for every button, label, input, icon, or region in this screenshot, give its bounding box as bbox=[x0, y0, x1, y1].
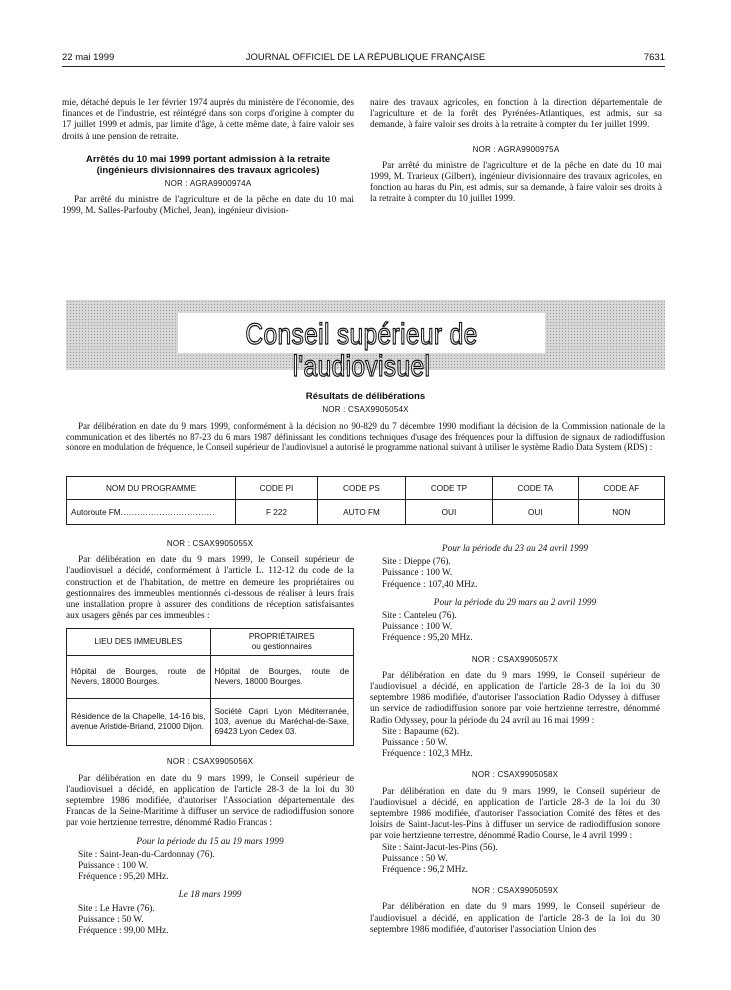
table-header-cell: CODE PI bbox=[236, 477, 318, 500]
table-header-cell: CODE TA bbox=[492, 477, 578, 500]
top-left-column bbox=[62, 98, 354, 217]
table-cell: Société Capri Lyon Méditerranée, 103, avenue du Maréchal-de-Saxe, 69423 Lyon Cedex 03. bbox=[210, 699, 354, 746]
section-banner bbox=[66, 300, 665, 383]
period-heading: Le 18 mars 1999 bbox=[178, 890, 242, 901]
buildings-table bbox=[66, 628, 354, 746]
nor-reference: NOR : CSAX9905054X bbox=[322, 405, 409, 414]
nor-reference: NOR : AGRA9900975A bbox=[472, 144, 560, 154]
paragraph: mie, détaché depuis le 1er février 1974 auprès du ministère de l'économie, des finances et de l'industrie, est réintégré dans son corps d'origine à compter du 17 juillet 1999 et admis, par limite d'âge, à cette même date, à faire valoir ses droits à une pension de retraite. bbox=[62, 98, 354, 142]
paragraph: Par délibération en date du 9 mars 1999, conformément à la décision no 90-829 du 7 décembre 1990 modifiant la décision de la Commission nationale de la communication et des libertés no 87-23 du 6 mars 1987 définissant les conditions techniques d'usage des fréquences pour la diffusion de signaux de radiodiffusion sonore en modulation de fréquence, le Conseil supérieur de l'audiovisuel a autorisé le programme national suivant à utiliser le système Radio Data System (RDS) : bbox=[66, 421, 665, 453]
page-date: 22 mai 1999 bbox=[62, 52, 115, 63]
bottom-right-column bbox=[370, 538, 660, 936]
bottom-left-column bbox=[66, 538, 354, 937]
table-header-cell: CODE AF bbox=[578, 477, 664, 500]
table-header-cell: CODE PS bbox=[317, 477, 405, 500]
paragraph: Par délibération en date du 9 mars 1999, le Conseil supérieur de l'audiovisuel a décidé, en application de l'article 28-3 de la loi du 30 septembre 1986 modifiée, d'autoriser l'association Union des bbox=[370, 902, 660, 935]
site-block: Site : Saint-Jacut-les-Pins (56). Puissance : 50 W. Fréquence : 96,2 MHz. bbox=[382, 842, 498, 876]
table-cell: Autoroute FM.................................. bbox=[67, 500, 236, 525]
table-header-cell: LIEU DES IMMEUBLES bbox=[67, 629, 211, 656]
table-cell: NON bbox=[578, 500, 664, 525]
table-cell: F 222 bbox=[236, 500, 318, 525]
page-number: 7631 bbox=[643, 52, 665, 63]
table-cell: Hôpital de Bourges, route de Nevers, 18000 Bourges. bbox=[210, 656, 354, 699]
paragraph: Par délibération en date du 9 mars 1999, le Conseil supérieur de l'audiovisuel a décidé, conformément à l'article L. 112-12 du code de la construction et de l'habitation, de mettre en demeure les propriétaires ou gestionnaires des immeubles mentionnés ci-dessous de réaliser à leurs frais une installation propre à assurer des conditions de réception satisfaisantes aux usagers gênés par ces immeubles : bbox=[66, 555, 354, 622]
paragraph: Par délibération en date du 9 mars 1999, le Conseil supérieur de l'audiovisuel a décidé, en application de l'article 28-3 de la loi du 30 septembre 1986 modifiée, d'autoriser l'Association départementale des Francas de la Seine-Maritime à diffuser un service de radiodiffusion sonore par voie hertzienne terrestre, dénommé Radio Francas : bbox=[66, 773, 354, 829]
table-header-cell: PROPRIÉTAIRES ou gestionnaires bbox=[210, 629, 354, 656]
nor-reference: NOR : CSAX9905055X bbox=[166, 539, 254, 548]
table-header-row bbox=[67, 629, 354, 656]
header-rule bbox=[62, 66, 665, 67]
table-row bbox=[67, 656, 354, 699]
table-header-cell: CODE TP bbox=[406, 477, 493, 500]
journal-title: JOURNAL OFFICIEL DE LA RÉPUBLIQUE FRANÇAISE bbox=[245, 52, 486, 63]
period-heading: Pour la période du 29 mars au 2 avril 1999 bbox=[433, 597, 597, 608]
table-row bbox=[67, 500, 665, 525]
results-section bbox=[66, 391, 665, 453]
site-block: Site : Bapaume (62). Puissance : 50 W. Fréquence : 102,3 MHz. bbox=[382, 726, 473, 760]
site-block: Site : Canteleu (76). Puissance : 100 W. Fréquence : 95,20 MHz. bbox=[382, 611, 473, 644]
table-cell: OUI bbox=[406, 500, 493, 525]
nor-reference: NOR : CSAX9905056X bbox=[166, 757, 254, 767]
table-cell: Résidence de la Chapelle, 14-16 bis, avenue Aristide-Briand, 21000 Dijon. bbox=[67, 699, 211, 746]
paragraph: naire des travaux agricoles, en fonction à la direction départementale de l'agriculture et de la forêt des Pyrénées-Atlantiques, est admis, sur sa demande, à faire valoir ses droits à la retraite à compter du 1er juillet 1999. bbox=[370, 98, 662, 131]
rds-program-table bbox=[66, 476, 665, 525]
period-heading: Pour la période du 15 au 19 mars 1999 bbox=[136, 836, 284, 847]
table-header-row bbox=[67, 477, 665, 500]
top-right-column bbox=[370, 98, 662, 206]
table-cell: AUTO FM bbox=[317, 500, 405, 525]
site-block: Site : Dieppe (76). Puissance : 100 W. Fréquence : 107,40 MHz. bbox=[382, 557, 478, 590]
banner-title: Conseil supérieur de l'audiovisuel bbox=[245, 318, 478, 383]
table-cell: OUI bbox=[492, 500, 578, 525]
paragraph: Par délibération en date du 9 mars 1999, le Conseil supérieur de l'audiovisuel a décidé, en application de l'article 28-3 de la loi du 30 septembre 1986 modifiée, d'autoriser l'association Radio Odyssey à diffuser un service de radiodiffusion sonore par voie hertzienne terrestre, dénommé Radio Odyssey, pour la période du 24 avril au 16 mai 1999 : bbox=[370, 670, 660, 726]
table-row bbox=[67, 699, 354, 746]
paragraph: Par délibération en date du 9 mars 1999, le Conseil supérieur de l'audiovisuel a décidé, en application de l'article 28-3 de la loi du 30 septembre 1986 modifiée, d'autoriser l'association Comité des fêtes et des loisirs de Saint-Jacut-les-Pins à diffuser un service de radiodiffusion sonore par voie hertzienne terrestre, dénommé Radio Course, le 4 avril 1999 : bbox=[370, 786, 660, 842]
site-block: Site : Le Havre (76). Puissance : 50 W. Fréquence : 99,00 MHz. bbox=[78, 903, 169, 937]
nor-reference: NOR : CSAX9905059X bbox=[471, 886, 559, 896]
results-title: Résultats de délibérations bbox=[305, 391, 426, 402]
table-cell: Hôpital de Bourges, route de Nevers, 18000 Bourges. bbox=[67, 656, 211, 699]
nor-reference: NOR : CSAX9905057X bbox=[471, 654, 559, 664]
table-header-cell: NOM DU PROGRAMME bbox=[67, 477, 236, 500]
nor-reference: NOR : CSAX9905058X bbox=[471, 770, 559, 780]
nor-reference: NOR : AGRA9900974A bbox=[164, 178, 252, 188]
site-block: Site : Saint-Jean-du-Cardonnay (76). Puissance : 100 W. Fréquence : 95,20 MHz. bbox=[78, 849, 215, 883]
banner-title-box bbox=[178, 313, 545, 383]
paragraph: Par arrêté du ministre de l'agriculture et de la pêche en date du 10 mai 1999, M. Trarieux (Gilbert), ingénieur divisionnaire des travaux agricoles, en fonction au haras du Pin, est admis, sur sa demande, à faire valoir ses droits à la retraite à compter du 10 juillet 1999. bbox=[370, 160, 662, 205]
section-title: Arrêtés du 10 mai 1999 portant admission à la retraite (ingénieurs divisionnaires des travaux agricoles) bbox=[85, 153, 331, 176]
paragraph: Par arrêté du ministre de l'agriculture et de la pêche en date du 10 mai 1999, M. Salles-Parfouby (Michel, Jean), ingénieur division- bbox=[62, 195, 354, 217]
period-heading: Pour la période du 23 au 24 avril 1999 bbox=[441, 544, 589, 554]
